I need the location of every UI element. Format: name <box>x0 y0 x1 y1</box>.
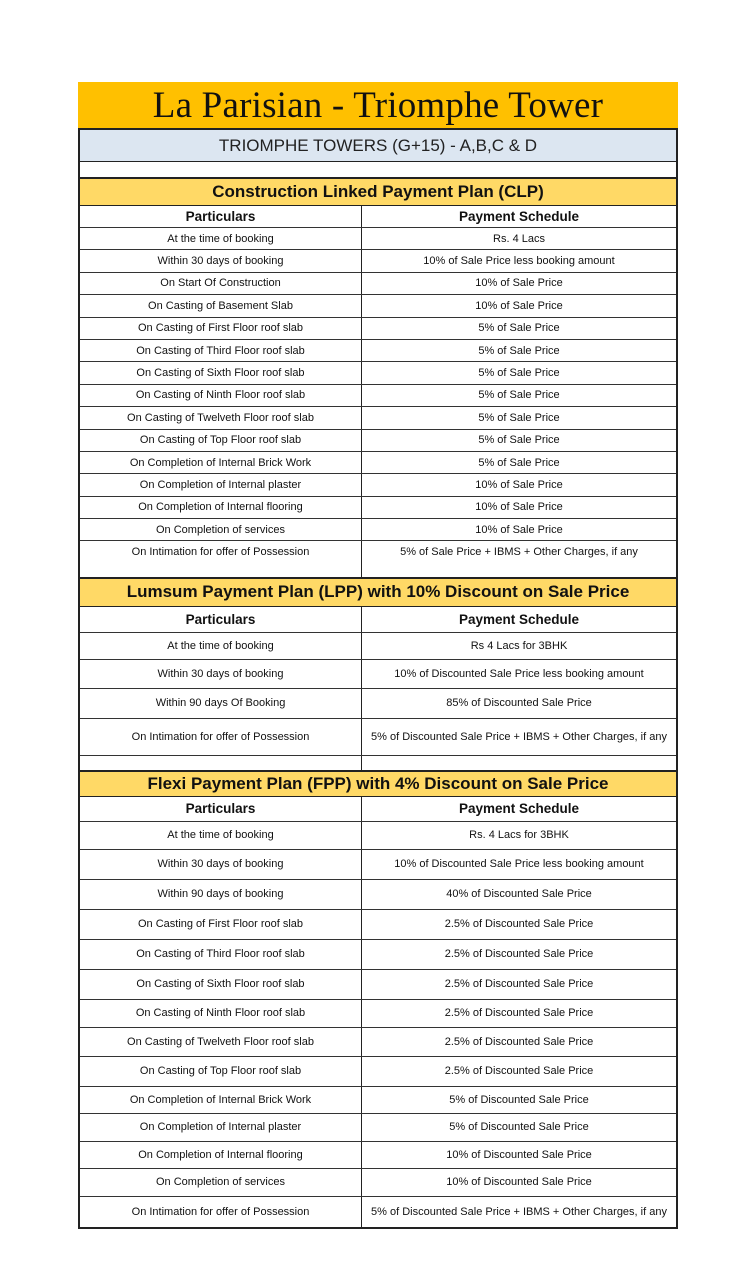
col-schedule: Payment Schedule <box>458 209 580 224</box>
schedule-cell: Rs. 4 Lacs <box>493 232 545 245</box>
table-row <box>80 430 676 452</box>
table-row <box>80 340 676 362</box>
table-row <box>80 719 676 755</box>
table-row <box>80 660 676 689</box>
table-row <box>80 250 676 272</box>
table-row <box>80 497 676 519</box>
schedule-cell: Rs. 4 Lacs for 3BHK <box>469 829 569 842</box>
particulars-cell: On Completion of Internal flooring <box>80 497 362 518</box>
schedule-cell: 40% of Discounted Sale Price <box>446 888 592 901</box>
particulars-cell: Within 30 days of booking <box>80 250 362 271</box>
particulars-cell: On Casting of First Floor roof slab <box>80 910 362 939</box>
tower-subtitle: TRIOMPHE TOWERS (G+15) - A,B,C & D <box>80 128 676 162</box>
schedule-cell: 2.5% of Discounted Sale Price <box>444 918 594 931</box>
spacer-row <box>80 162 676 179</box>
schedule-cell: 10% of Sale Price <box>475 299 563 312</box>
lpp-table <box>80 607 676 755</box>
schedule-cell: 10% of Discounted Sale Price <box>446 1176 592 1189</box>
particulars-cell: On Intimation for offer of Possession <box>80 541 362 562</box>
table-row <box>80 318 676 340</box>
schedule-cell: 2.5% of Discounted Sale Price <box>444 948 594 961</box>
particulars-cell: On Casting of Ninth Floor roof slab <box>80 1000 362 1027</box>
particulars-cell: On Completion of Internal flooring <box>80 1142 362 1168</box>
clp-table <box>80 206 676 563</box>
particulars-cell: On Casting of Twelveth Floor roof slab <box>80 1028 362 1056</box>
col-schedule: Payment Schedule <box>458 611 580 627</box>
table-row <box>80 362 676 384</box>
particulars-cell: On Completion of Internal Brick Work <box>80 452 362 473</box>
schedule-cell: 5% of Sale Price <box>478 434 560 447</box>
particulars-cell: On Casting of Sixth Floor roof slab <box>80 970 362 999</box>
fpp-table <box>80 797 676 1227</box>
schedule-cell: 2.5% of Discounted Sale Price <box>444 1035 594 1048</box>
table-row <box>80 385 676 407</box>
fpp-heading: Flexi Payment Plan (FPP) with 4% Discount on Sale Price <box>80 772 676 797</box>
table-row <box>80 541 676 562</box>
table-row <box>80 970 676 1000</box>
blank-row <box>80 563 676 579</box>
table-row <box>80 910 676 940</box>
schedule-cell: 5% of Sale Price <box>478 456 560 469</box>
col-schedule: Payment Schedule <box>458 801 580 817</box>
schedule-cell: 5% of Discounted Sale Price <box>449 1121 589 1134</box>
schedule-cell: 5% of Discounted Sale Price + IBMS + Other Charges, if any <box>371 1205 667 1218</box>
schedule-cell: 10% of Sale Price <box>475 523 563 536</box>
col-particulars: Particulars <box>80 797 362 821</box>
table-row <box>80 1197 676 1227</box>
table-row <box>80 228 676 250</box>
table-row <box>80 273 676 295</box>
particulars-cell: On Casting of Top Floor roof slab <box>80 1057 362 1086</box>
schedule-cell: 10% of Sale Price <box>475 277 563 290</box>
table-row <box>80 1087 676 1114</box>
schedule-cell: 10% of Discounted Sale Price <box>446 1148 592 1161</box>
particulars-cell: At the time of booking <box>80 822 362 849</box>
schedule-cell: 5% of Sale Price <box>478 322 560 335</box>
schedule-cell: 10% of Sale Price less booking amount <box>423 255 615 268</box>
particulars-cell: On Completion of Internal plaster <box>80 474 362 495</box>
schedule-cell: Rs 4 Lacs for 3BHK <box>470 639 568 652</box>
schedule-cell: 85% of Discounted Sale Price <box>446 697 592 710</box>
particulars-cell: On Start Of Construction <box>80 273 362 294</box>
clp-heading: Construction Linked Payment Plan (CLP) <box>80 179 676 206</box>
schedule-cell: 10% of Sale Price <box>475 478 563 491</box>
particulars-cell: On Intimation for offer of Possession <box>80 719 362 755</box>
table-row <box>80 407 676 429</box>
fpp-header-row <box>80 797 676 822</box>
blank-row <box>80 755 676 772</box>
particulars-cell: On Casting of Top Floor roof slab <box>80 430 362 451</box>
particulars-cell: On Casting of Third Floor roof slab <box>80 940 362 969</box>
particulars-cell: On Completion of services <box>80 519 362 540</box>
particulars-cell: On Completion of Internal plaster <box>80 1114 362 1141</box>
schedule-cell: 10% of Sale Price <box>475 501 563 514</box>
particulars-cell: On Intimation for offer of Possession <box>80 1197 362 1227</box>
table-row <box>80 940 676 970</box>
table-row <box>80 1000 676 1028</box>
table-row <box>80 689 676 719</box>
schedule-cell: 2.5% of Discounted Sale Price <box>444 978 594 991</box>
schedule-cell: 10% of Discounted Sale Price less booking amount <box>394 858 644 871</box>
schedule-cell: 5% of Sale Price <box>478 367 560 380</box>
clp-header-row <box>80 206 676 228</box>
table-row <box>80 1142 676 1169</box>
table-row <box>80 822 676 850</box>
particulars-cell: On Casting of Third Floor roof slab <box>80 340 362 361</box>
table-row <box>80 1169 676 1197</box>
schedule-cell: 5% of Discounted Sale Price <box>449 1093 589 1106</box>
table-row <box>80 474 676 496</box>
lpp-heading: Lumsum Payment Plan (LPP) with 10% Discount on Sale Price <box>80 579 676 607</box>
particulars-cell: On Casting of Ninth Floor roof slab <box>80 385 362 406</box>
particulars-cell: On Casting of First Floor roof slab <box>80 318 362 339</box>
lpp-header-row <box>80 607 676 633</box>
table-row <box>80 850 676 880</box>
particulars-cell: Within 90 days of booking <box>80 880 362 909</box>
particulars-cell: On Casting of Sixth Floor roof slab <box>80 362 362 383</box>
particulars-cell: On Completion of Internal Brick Work <box>80 1087 362 1113</box>
particulars-cell: At the time of booking <box>80 633 362 659</box>
table-row <box>80 1114 676 1142</box>
table-row <box>80 880 676 910</box>
schedule-cell: 10% of Discounted Sale Price less booking amount <box>394 667 644 680</box>
table-row <box>80 295 676 317</box>
schedule-cell: 5% of Discounted Sale Price + IBMS + Other Charges, if any <box>371 730 667 743</box>
payment-plan-sheet <box>78 82 678 1229</box>
schedule-cell: 2.5% of Discounted Sale Price <box>444 1007 594 1020</box>
particulars-cell: Within 30 days of booking <box>80 850 362 879</box>
table-row <box>80 1028 676 1057</box>
col-particulars: Particulars <box>80 607 362 632</box>
table-row <box>80 1057 676 1087</box>
schedule-cell: 5% of Sale Price + IBMS + Other Charges, if any <box>400 546 638 559</box>
particulars-cell: On Casting of Twelveth Floor roof slab <box>80 407 362 428</box>
schedule-cell: 5% of Sale Price <box>478 344 560 357</box>
payment-table <box>78 128 678 1229</box>
schedule-cell: 5% of Sale Price <box>478 389 560 402</box>
schedule-cell: 5% of Sale Price <box>478 411 560 424</box>
particulars-cell: On Completion of services <box>80 1169 362 1196</box>
particulars-cell: At the time of booking <box>80 228 362 249</box>
table-row <box>80 519 676 541</box>
page-title: La Parisian - Triomphe Tower <box>78 82 678 128</box>
particulars-cell: Within 30 days of booking <box>80 660 362 688</box>
schedule-cell: 2.5% of Discounted Sale Price <box>444 1065 594 1078</box>
col-particulars: Particulars <box>80 206 362 227</box>
particulars-cell: Within 90 days Of Booking <box>80 689 362 718</box>
table-row <box>80 452 676 474</box>
particulars-cell: On Casting of Basement Slab <box>80 295 362 316</box>
table-row <box>80 633 676 660</box>
